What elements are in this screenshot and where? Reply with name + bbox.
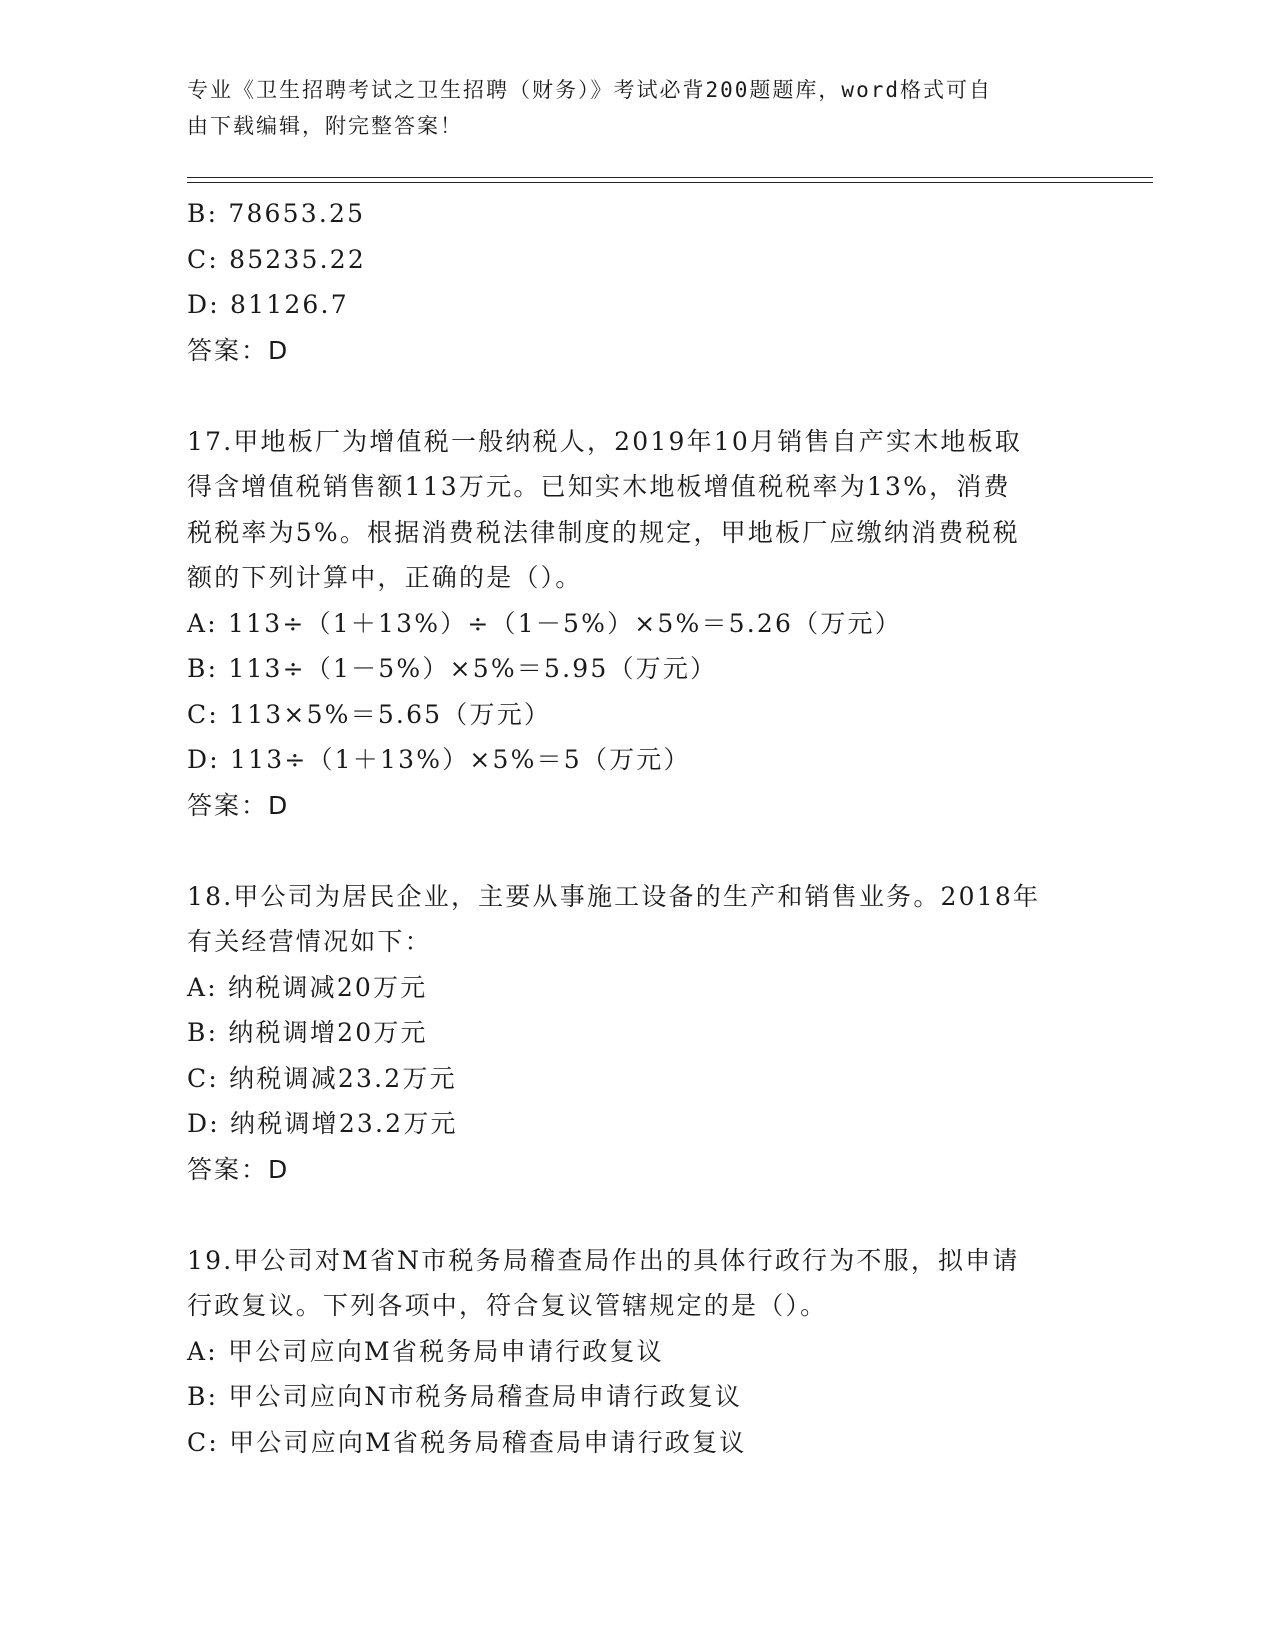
option-a: A: 113÷（1＋13%）÷（1－5%）×5%＝5.26（万元）	[187, 608, 902, 638]
question-16	[187, 191, 1087, 373]
question-18	[187, 874, 1087, 1193]
question-17	[187, 419, 1087, 829]
document-header	[187, 72, 1067, 144]
question-stem-line: 有关经营情况如下：	[187, 927, 432, 956]
option-c: C: 甲公司应向M省税务局稽查局申请行政复议	[187, 1427, 747, 1457]
question-19	[187, 1238, 1087, 1466]
option-c: C: 113×5%＝5.65（万元）	[187, 699, 552, 729]
answer-line: 答案：D	[187, 335, 290, 365]
question-stem-line: 18.甲公司为居民企业，主要从事施工设备的生产和销售业务。2018年	[187, 881, 1041, 911]
question-stem-line: 19.甲公司对M省N市税务局稽查局作出的具体行政行为不服，拟申请	[187, 1245, 1020, 1275]
option-b: B: 甲公司应向N市税务局稽查局申请行政复议	[187, 1382, 743, 1411]
question-stem-line: 17.甲地板厂为增值税一般纳税人，2019年10月销售自产实木地板取	[187, 426, 1022, 456]
option-d: D: 113÷（1＋13%）×5%＝5（万元）	[187, 745, 691, 774]
option-b: B: 纳税调增20万元	[187, 1018, 428, 1047]
header-line-2: 由下载编辑，附完整答案！	[187, 114, 463, 138]
question-stem-line: 行政复议。下列各项中，符合复议管辖规定的是（）。	[187, 1291, 828, 1320]
question-stem-line: 额的下列计算中，正确的是（）。	[187, 563, 583, 592]
question-stem-line: 税税率为5%。根据消费税法律制度的规定，甲地板厂应缴纳消费税税	[187, 517, 1020, 547]
spacer	[187, 828, 1087, 874]
option-a: A: 甲公司应向M省税务局申请行政复议	[187, 1336, 664, 1366]
header-rule-bottom	[187, 182, 1153, 183]
answer-line: 答案：D	[187, 790, 290, 820]
spacer	[187, 1192, 1087, 1238]
header-line-1: 专业《卫生招聘考试之卫生招聘（财务）》考试必背200题题库，word格式可自	[187, 78, 992, 102]
option-a: A: 纳税调减20万元	[187, 972, 428, 1002]
answer-line: 答案：D	[187, 1154, 290, 1184]
option-c: C: 85235.22	[187, 244, 366, 274]
option-b: B: 78653.25	[187, 199, 366, 228]
option-d: D: 纳税调增23.2万元	[187, 1109, 458, 1138]
option-c: C: 纳税调减23.2万元	[187, 1063, 457, 1093]
question-stem-line: 得含增值税销售额113万元。已知实木地板增值税税率为13%，消费	[187, 472, 1011, 501]
spacer	[187, 373, 1087, 419]
question-content	[187, 191, 1087, 1465]
header-rule-top	[187, 177, 1153, 178]
option-d: D: 81126.7	[187, 290, 349, 319]
option-b: B: 113÷（1－5%）×5%＝5.95（万元）	[187, 654, 718, 683]
